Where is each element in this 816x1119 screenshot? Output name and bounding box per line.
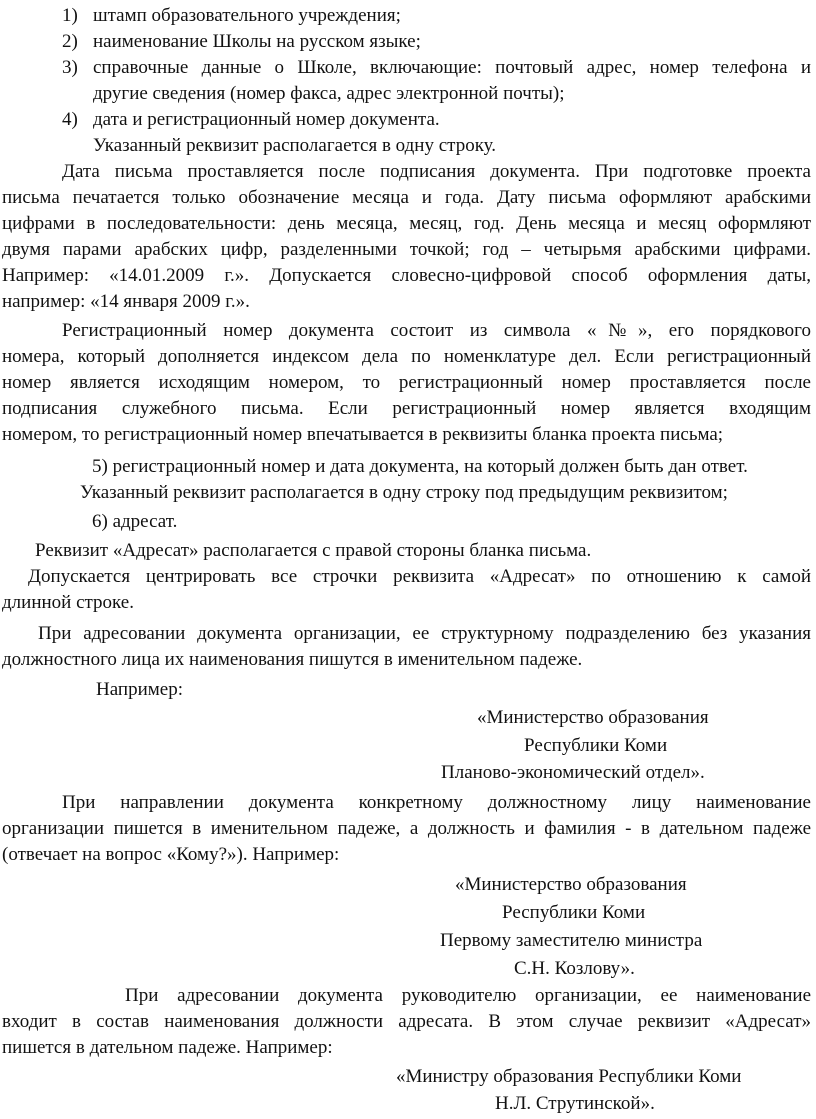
text-line: номером, то регистрационный номер впечатывается в реквизиты бланка проекта письма; xyxy=(2,424,724,445)
text-line: подписания служебного письма. Если регистрационный номер является входящим xyxy=(2,398,811,419)
list-number: 2) xyxy=(62,31,78,52)
list-item-5: 5) регистрационный номер и дата документа, на который должен быть дан ответ. xyxy=(92,456,748,477)
address-line: «Министерство образования xyxy=(455,874,687,895)
list-item: наименование Школы на русском языке; xyxy=(93,31,421,52)
list-number: 1) xyxy=(62,5,78,26)
list-item-5-note: Указанный реквизит располагается в одну строку под предыдущим реквизитом; xyxy=(80,482,728,503)
list-note: Указанный реквизит располагается в одну строку. xyxy=(93,135,496,156)
text-line: номера, который дополняется индексом дела по номенклатуре дел. Если регистрационный xyxy=(2,346,811,367)
text-line: При направлении документа конкретному должностному лицу наименование xyxy=(62,792,811,813)
text-line: Регистрационный номер документа состоит из символа «№», его порядкового xyxy=(62,320,811,341)
address-line: Н.Л. Струтинской». xyxy=(495,1093,655,1114)
list-item: дата и регистрационный номер документа. xyxy=(93,109,440,130)
text-line: организации пишется в именительном падеже, а должность и фамилия - в дательном падеже xyxy=(2,818,811,839)
example-label: Например: xyxy=(96,679,183,700)
address-line: «Министру образования Республики Коми xyxy=(396,1066,742,1087)
address-line: Республики Коми xyxy=(502,902,646,923)
address-line: Первому заместителю министра xyxy=(440,930,703,951)
list-number: 3) xyxy=(62,57,78,78)
list-item: штамп образовательного учреждения; xyxy=(93,5,401,26)
address-line: Планово-экономический отдел». xyxy=(441,762,705,783)
addressee-paragraph-2: Допускается центрировать все строчки реквизита «Адресат» по отношению к самой xyxy=(28,566,811,587)
text-line: Например: «14.01.2009 г.». Допускается словесно-цифровой способ оформления даты, xyxy=(2,265,811,286)
list-item-continuation: другие сведения (номер факса, адрес электронной почты); xyxy=(93,83,565,104)
text-line: например: «14 января 2009 г.». xyxy=(2,291,250,312)
text-line: Дата письма проставляется после подписания документа. При подготовке проекта xyxy=(62,161,811,182)
text-line: входит в состав наименования должности адресата. В этом случае реквизит «Адресат» xyxy=(2,1011,811,1032)
addressee-paragraph-3: При адресовании документа организации, ее структурному подразделению без указания xyxy=(38,623,811,644)
text-line: письма печатается только обозначение месяца и года. Дату письма оформляют арабскими xyxy=(2,187,811,208)
text-line: цифрами в последовательности: день месяца, месяц, год. День месяца и месяц оформляют xyxy=(2,213,811,234)
addressee-paragraph-3-end: должностного лица их наименования пишутся в именительном падеже. xyxy=(2,649,583,670)
text-line: (отвечает на вопрос «Кому?»). Например: xyxy=(2,844,340,865)
list-number: 4) xyxy=(62,109,78,130)
text-line: При адресовании документа руководителю организации, ее наименование xyxy=(125,985,811,1006)
list-item-6: 6) адресат. xyxy=(92,511,178,532)
text-line: номер является исходящим номером, то регистрационный номер проставляется после xyxy=(2,372,811,393)
address-line: «Министерство образования xyxy=(477,707,709,728)
addressee-paragraph-1: Реквизит «Адресат» располагается с правой стороны бланка письма. xyxy=(35,540,592,561)
address-line: С.Н. Козлову». xyxy=(514,958,635,979)
text-line: двумя парами арабских цифр, разделенными точкой; год – четырьмя арабскими цифрами. xyxy=(2,239,811,260)
text-line: пишется в дательном падеже. Например: xyxy=(2,1037,333,1058)
list-item: справочные данные о Школе, включающие: почтовый адрес, номер телефона и xyxy=(93,57,811,78)
address-line: Республики Коми xyxy=(524,735,668,756)
addressee-paragraph-2-end: длинной строке. xyxy=(2,592,134,613)
